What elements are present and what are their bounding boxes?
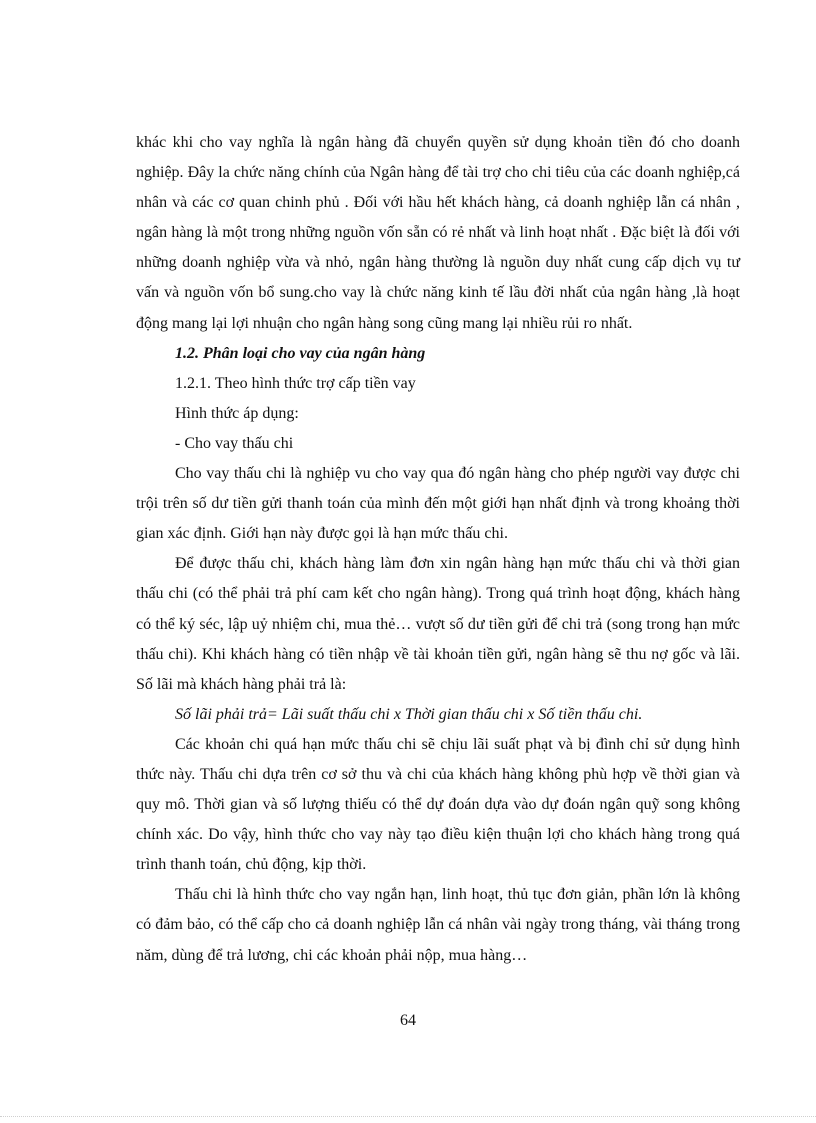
- page-edge-divider: [0, 1116, 816, 1117]
- paragraph-applied-forms: Hình thức áp dụng:: [175, 404, 299, 422]
- subsection-heading-1-2-1: 1.2.1. Theo hình thức trợ cấp tiền vay: [175, 374, 416, 392]
- body-text: [136, 128, 740, 971]
- paragraph-bank-lending-function: khác khi cho vay nghĩa là ngân hàng đã chuyển quyền sử dụng khoản tiền đó cho doanh nghiệp. Đây la chức năng chính của Ngân hàng để tài trợ cho chi tiêu của các doanh nghiệp,cá nhân và các cơ quan chinh phủ . Đối với hầu hết khách hàng, cả doanh nghiệp lẫn cá nhân , ngân hàng là một trong những nguồn vốn sẵn có rẻ nhất và linh hoạt nhất . Đặc biệt là đối với những doanh nghiệp vừa và nhỏ, ngân hàng thường là nguồn duy nhất cung cấp dịch vụ tư vấn và nguồn vốn bổ sung.cho vay là chức năng kinh tế lầu đời nhất của ngân hàng ,là hoạt động mang lại lợi nhuận cho ngân hàng song cũng mang lại nhiều rủi ro nhất.: [136, 134, 740, 332]
- paragraph-overdraft-procedure: Để được thấu chi, khách hàng làm đơn xin ngân hàng hạn mức thấu chi và thời gian thấu chi (có thể phải trả phí cam kết cho ngân hàng). Trong quá trình hoạt động, khách hàng có thể ký séc, lập uỷ nhiệm chi, mua thẻ… vượt số dư tiền gửi để chi trả (song trong hạn mức thấu chi). Khi khách hàng có tiền nhập về tài khoản tiền gửi, ngân hàng sẽ thu nợ gốc và lãi. Số lãi mà khách hàng phải trả là:: [136, 555, 740, 693]
- section-heading-1-2: 1.2. Phân loại cho vay của ngân hàng: [175, 344, 426, 362]
- paragraph-overdraft-definition: Cho vay thấu chi là nghiệp vu cho vay qua đó ngân hàng cho phép người vay được chi trội trên số dư tiền gửi thanh toán của mình đến một giới hạn nhất định và trong khoảng thời gian xác định. Giới hạn này được gọi là hạn mức thấu chi.: [136, 465, 740, 543]
- page-number: 64: [400, 1012, 416, 1029]
- list-item-overdraft: - Cho vay thấu chi: [175, 434, 294, 452]
- interest-formula: Số lãi phải trả= Lãi suất thấu chi x Thời gian thấu chi x Số tiền thấu chi.: [175, 705, 643, 723]
- paragraph-overdraft-penalty: Các khoản chi quá hạn mức thấu chi sẽ chịu lãi suất phạt và bị đình chỉ sử dụng hình thức này. Thấu chi dựa trên cơ sở thu và chi của khách hàng không phù hợp về thời gian và quy mô. Thời gian và số lượng thiếu có thể dự đoán dựa vào dự đoán ngân quỹ song không chính xác. Do vậy, hình thức cho vay này tạo điều kiện thuận lợi cho khách hàng trong quá trình thanh toán, chủ động, kịp thời.: [136, 735, 740, 874]
- paragraph-overdraft-characteristics: Thấu chi là hình thức cho vay ngắn hạn, linh hoạt, thủ tục đơn giản, phần lớn là không có đảm bảo, có thể cấp cho cả doanh nghiệp lẫn cá nhân vài ngày trong tháng, vài tháng trong năm, dùng để trả lương, chi các khoản phải nộp, mua hàng…: [136, 886, 740, 964]
